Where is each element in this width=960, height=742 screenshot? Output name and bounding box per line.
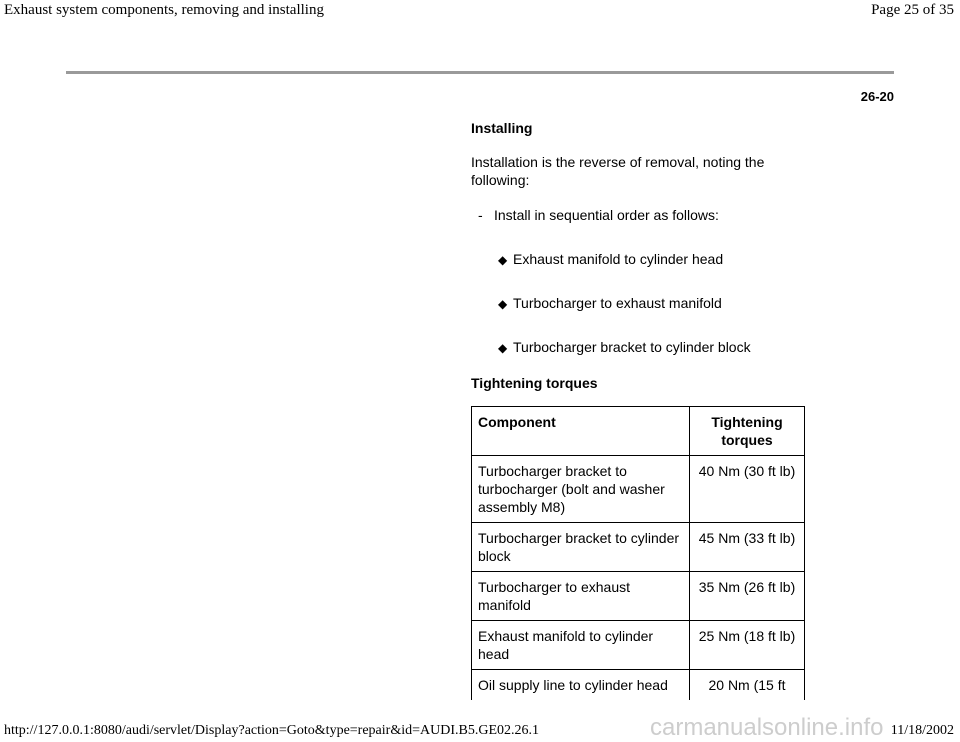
footer-url: http://127.0.0.1:8080/audi/servlet/Display?action=Goto&type=repair&id=AUDI.B5.GE02.26.1 [4,723,539,738]
diamond-bullet-icon: ◆ [498,341,508,355]
table-row [472,572,805,621]
torque-cell: 20 Nm (15 ft [690,670,805,701]
component-cell: Turbocharger bracket to cylinder block [472,523,690,572]
section-number: 26-20 [860,89,894,104]
component-cell: Turbocharger to exhaust manifold [472,572,690,621]
table-row [472,621,805,670]
diamond-bullet-icon: ◆ [498,297,508,311]
bullet-item [498,295,722,311]
header-rule [66,71,894,74]
component-cell: Oil supply line to cylinder head [472,670,690,701]
diamond-bullet-icon: ◆ [498,253,508,267]
install-step [478,207,719,223]
torque-cell: 25 Nm (18 ft lb) [690,621,805,670]
bullet-text: Turbocharger to exhaust manifold [513,295,722,311]
document-title: Exhaust system components, removing and installing [4,2,324,18]
bullet-text: Exhaust manifold to cylinder head [513,251,724,267]
installing-intro: Installation is the reverse of removal, noting the following: [471,154,765,188]
table-header-row [472,407,805,456]
component-cell: Exhaust manifold to cylinder head [472,621,690,670]
installing-heading: Installing [471,120,533,136]
column-header-component: Component [472,407,690,456]
component-cell: Turbocharger bracket to turbocharger (bolt and washer assembly M8) [472,456,690,523]
torques-heading: Tightening torques [471,375,598,391]
table-row [472,523,805,572]
table-row [472,456,805,523]
torque-cell: 40 Nm (30 ft lb) [690,456,805,523]
torque-table [471,406,805,700]
watermark: carmanualsonline.info [650,714,884,741]
footer-date: 11/18/2002 [890,723,954,738]
bullet-text: Turbocharger bracket to cylinder block [513,339,751,355]
torque-cell: 45 Nm (33 ft lb) [690,523,805,572]
step-dash: - [478,207,483,223]
table-row [472,670,805,701]
torque-table-viewport [460,406,820,693]
bullet-item [498,251,723,267]
column-header-torque: Tightening torques [690,407,805,456]
page-indicator: Page 25 of 35 [871,2,954,18]
torque-cell: 35 Nm (26 ft lb) [690,572,805,621]
step-text: Install in sequential order as follows: [494,207,719,223]
bullet-item [498,339,751,355]
